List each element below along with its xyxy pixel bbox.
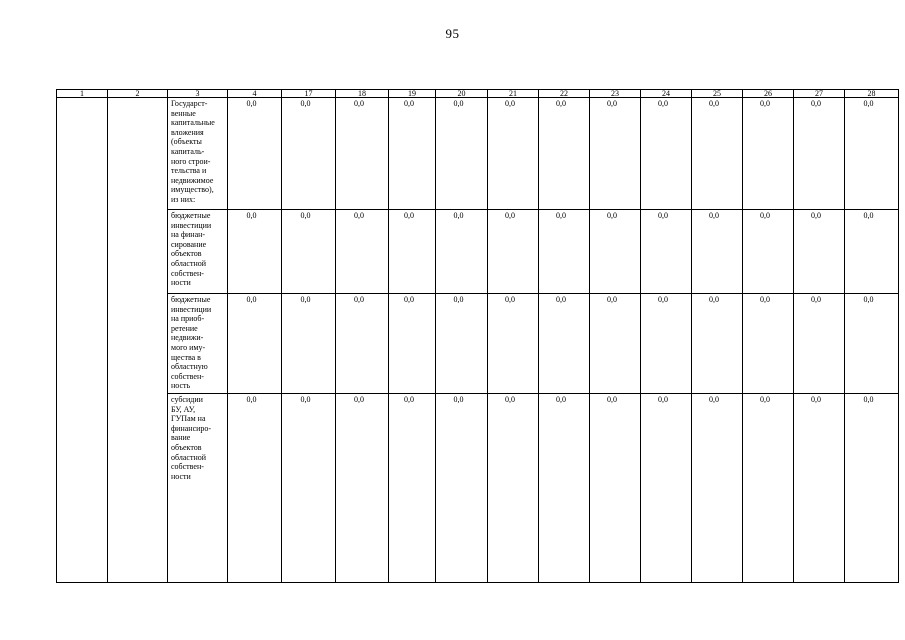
- value: 0,0: [607, 211, 617, 220]
- value-cell: [336, 294, 389, 394]
- value: 0,0: [453, 211, 464, 220]
- value-cell: [845, 210, 899, 294]
- value-cell: [282, 394, 336, 583]
- column-number-cell: 1: [57, 90, 108, 98]
- row-label-cell: [168, 98, 228, 210]
- value-cell: [590, 98, 641, 210]
- value: 0,0: [246, 99, 257, 108]
- value: 0,0: [300, 395, 311, 404]
- value: 0,0: [607, 99, 617, 108]
- value-cell: [743, 294, 794, 394]
- column-number-cell: 4: [228, 90, 282, 98]
- value-cell: [590, 210, 641, 294]
- column-number-cell: 23: [590, 90, 641, 98]
- value-cell: [692, 210, 743, 294]
- row-label: Государст- венные капитальные вложения (объекты капиталь- ного строи- тельства и недвижимое имущество), из них:: [171, 99, 215, 204]
- value: 0,0: [505, 395, 515, 404]
- value-cell: [389, 210, 436, 294]
- value: 0,0: [607, 395, 617, 404]
- value: 0,0: [709, 295, 719, 304]
- column-number-cell: 21: [488, 90, 539, 98]
- value: 0,0: [709, 395, 719, 404]
- value: 0,0: [863, 395, 874, 404]
- column-number-cell: 27: [794, 90, 845, 98]
- row-label: бюджетные инвестиции на приоб- ретение недвижи- мого иму- щества в областную собствен- ность: [171, 295, 212, 391]
- value: 0,0: [709, 99, 719, 108]
- column-number-cell: 17: [282, 90, 336, 98]
- value-cell: [228, 98, 282, 210]
- value-cell: [336, 98, 389, 210]
- table-row: [57, 294, 899, 394]
- value: 0,0: [404, 395, 414, 404]
- value-cell: [436, 210, 488, 294]
- value: 0,0: [453, 395, 464, 404]
- value: 0,0: [354, 99, 364, 108]
- value: 0,0: [811, 99, 821, 108]
- value: 0,0: [760, 295, 770, 304]
- table-row: [57, 394, 899, 583]
- value: 0,0: [556, 99, 566, 108]
- value: 0,0: [404, 211, 414, 220]
- value-cell: [794, 98, 845, 210]
- value-cell: [590, 294, 641, 394]
- row-label-cell: [168, 294, 228, 394]
- value: 0,0: [556, 211, 566, 220]
- value-cell: [794, 394, 845, 583]
- column-number-cell: 25: [692, 90, 743, 98]
- row-label-cell: [168, 394, 228, 583]
- value-cell: [282, 210, 336, 294]
- value: 0,0: [354, 395, 364, 404]
- value-cell: [282, 294, 336, 394]
- value-cell: [228, 294, 282, 394]
- table-row: [57, 98, 899, 210]
- value-cell: [436, 394, 488, 583]
- value: 0,0: [556, 395, 566, 404]
- empty-column-1-cell: [57, 98, 108, 583]
- value-cell: [336, 394, 389, 583]
- value: 0,0: [811, 211, 821, 220]
- value-cell: [743, 210, 794, 294]
- value-cell: [389, 394, 436, 583]
- column-number-cell: 18: [336, 90, 389, 98]
- value: 0,0: [354, 295, 364, 304]
- value: 0,0: [505, 295, 515, 304]
- value-cell: [282, 98, 336, 210]
- value: 0,0: [658, 99, 668, 108]
- value: 0,0: [863, 295, 874, 304]
- value-cell: [336, 210, 389, 294]
- value: 0,0: [556, 295, 566, 304]
- value-cell: [389, 294, 436, 394]
- page-number: 95: [445, 26, 460, 41]
- value-cell: [488, 98, 539, 210]
- value-cell: [692, 98, 743, 210]
- table-row: [57, 210, 899, 294]
- value-cell: [794, 210, 845, 294]
- value: 0,0: [658, 211, 668, 220]
- value-cell: [692, 394, 743, 583]
- value: 0,0: [658, 395, 668, 404]
- row-label-cell: [168, 210, 228, 294]
- value: 0,0: [709, 211, 719, 220]
- value-cell: [641, 394, 692, 583]
- value-cell: [641, 210, 692, 294]
- value: 0,0: [811, 395, 821, 404]
- value: 0,0: [404, 99, 414, 108]
- value-cell: [436, 98, 488, 210]
- value-cell: [228, 394, 282, 583]
- empty-column-2-cell: [108, 98, 168, 583]
- column-number-cell: 28: [845, 90, 899, 98]
- value: 0,0: [505, 99, 515, 108]
- value: 0,0: [607, 295, 617, 304]
- value-cell: [539, 210, 590, 294]
- value-cell: [845, 98, 899, 210]
- value-cell: [845, 294, 899, 394]
- value: 0,0: [354, 211, 364, 220]
- value-cell: [488, 210, 539, 294]
- value: 0,0: [760, 211, 770, 220]
- value-cell: [641, 98, 692, 210]
- value: 0,0: [453, 99, 464, 108]
- value-cell: [845, 394, 899, 583]
- value-cell: [488, 294, 539, 394]
- row-label: субсидии БУ, АУ, ГУПам на финансиро- вание объектов областной собствен- ности: [171, 395, 212, 481]
- column-number-cell: 20: [436, 90, 488, 98]
- value: 0,0: [863, 211, 874, 220]
- value: 0,0: [811, 295, 821, 304]
- value: 0,0: [246, 211, 257, 220]
- value: 0,0: [300, 295, 311, 304]
- value-cell: [743, 394, 794, 583]
- value: 0,0: [246, 295, 257, 304]
- column-number-cell: 22: [539, 90, 590, 98]
- value-cell: [794, 294, 845, 394]
- value: 0,0: [505, 211, 515, 220]
- value-cell: [488, 394, 539, 583]
- value-cell: [743, 98, 794, 210]
- column-number-row: [57, 90, 899, 98]
- value: 0,0: [404, 295, 414, 304]
- row-label: бюджетные инвестиции на финан- сирование объектов областной собствен- ности: [171, 211, 212, 288]
- budget-table: [56, 89, 899, 583]
- column-number-cell: 19: [389, 90, 436, 98]
- value-cell: [590, 394, 641, 583]
- value-cell: [389, 98, 436, 210]
- value: 0,0: [300, 99, 311, 108]
- column-number-cell: 24: [641, 90, 692, 98]
- column-number-cell: 26: [743, 90, 794, 98]
- value-cell: [228, 210, 282, 294]
- column-number-cell: 2: [108, 90, 168, 98]
- value: 0,0: [246, 395, 257, 404]
- value: 0,0: [760, 99, 770, 108]
- value: 0,0: [760, 395, 770, 404]
- value: 0,0: [453, 295, 464, 304]
- value-cell: [641, 294, 692, 394]
- column-number-cell: 3: [168, 90, 228, 98]
- value: 0,0: [300, 211, 311, 220]
- value-cell: [692, 294, 743, 394]
- value-cell: [539, 394, 590, 583]
- value-cell: [436, 294, 488, 394]
- value: 0,0: [658, 295, 668, 304]
- value: 0,0: [863, 99, 874, 108]
- value-cell: [539, 294, 590, 394]
- value-cell: [539, 98, 590, 210]
